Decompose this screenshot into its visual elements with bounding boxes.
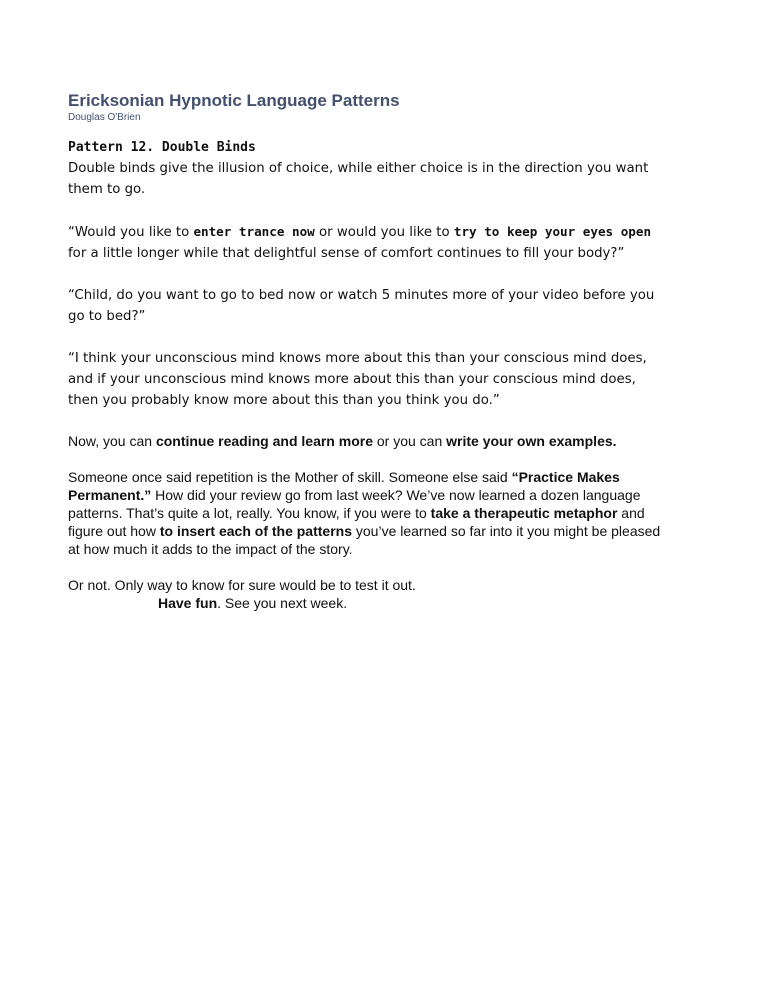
example-1 <box>68 221 668 264</box>
rep-text-b: How did your review go from last week? We’ve now learned a dozen language patterns. That’s quite a lot, really. You know, if you were to <box>68 487 641 521</box>
now-bold-a: continue reading and learn more <box>155 433 373 449</box>
section-intro: Double binds give the illusion of choice, while either choice is in the direction you want them to go. <box>68 161 649 197</box>
document-author: Douglas O'Brien <box>68 112 141 123</box>
now-paragraph <box>68 432 668 450</box>
closing-line: Or not. Only way to know for sure would be to test it out. <box>68 577 416 593</box>
example-2: “Child, do you want to go to bed now or watch 5 minutes more of your video before you go to bed?” <box>68 288 655 324</box>
example-1-bold-a: enter trance now <box>193 224 315 239</box>
example-1-text-c: for a little longer while that delightful sense of comfort continues to fill your body?” <box>68 246 625 261</box>
now-text-b: or you can <box>372 433 447 449</box>
example-1-text-b: or would you like to <box>314 225 454 240</box>
example-1-text-a: “Would you like to <box>68 225 194 240</box>
now-bold-b: write your own examples. <box>446 433 617 449</box>
have-fun-rest: . See you next week. <box>217 595 348 611</box>
example-3: “I think your unconscious mind knows more about this than your conscious mind does, and if your unconscious mind knows more about this than your conscious mind does, then you probably know more about this than you think you do.” <box>68 351 647 408</box>
rep-text-a: Someone once said repetition is the Mother of skill. Someone else said <box>68 469 512 485</box>
rep-text-c: and figure out how <box>68 505 645 539</box>
closing-have-fun <box>68 594 668 612</box>
rep-bold-b: take a therapeutic metaphor <box>430 505 618 521</box>
rep-text-d: you’ve learned so far into it you might be pleased at how much it adds to the impact of the story. <box>68 523 661 557</box>
now-text-a: Now, you can <box>68 433 156 449</box>
example-1-bold-b: try to keep your eyes open <box>453 224 652 239</box>
rep-bold-c: to insert each of the patterns <box>159 523 352 539</box>
document-title: Ericksonian Hypnotic Language Patterns <box>68 91 400 110</box>
section-heading: Pattern 12. Double Binds <box>68 140 256 155</box>
repetition-paragraph <box>68 468 668 558</box>
have-fun-bold: Have fun <box>158 595 218 611</box>
rep-bold-a: “Practice Makes Permanent.” <box>68 469 620 503</box>
document-page <box>68 90 668 612</box>
